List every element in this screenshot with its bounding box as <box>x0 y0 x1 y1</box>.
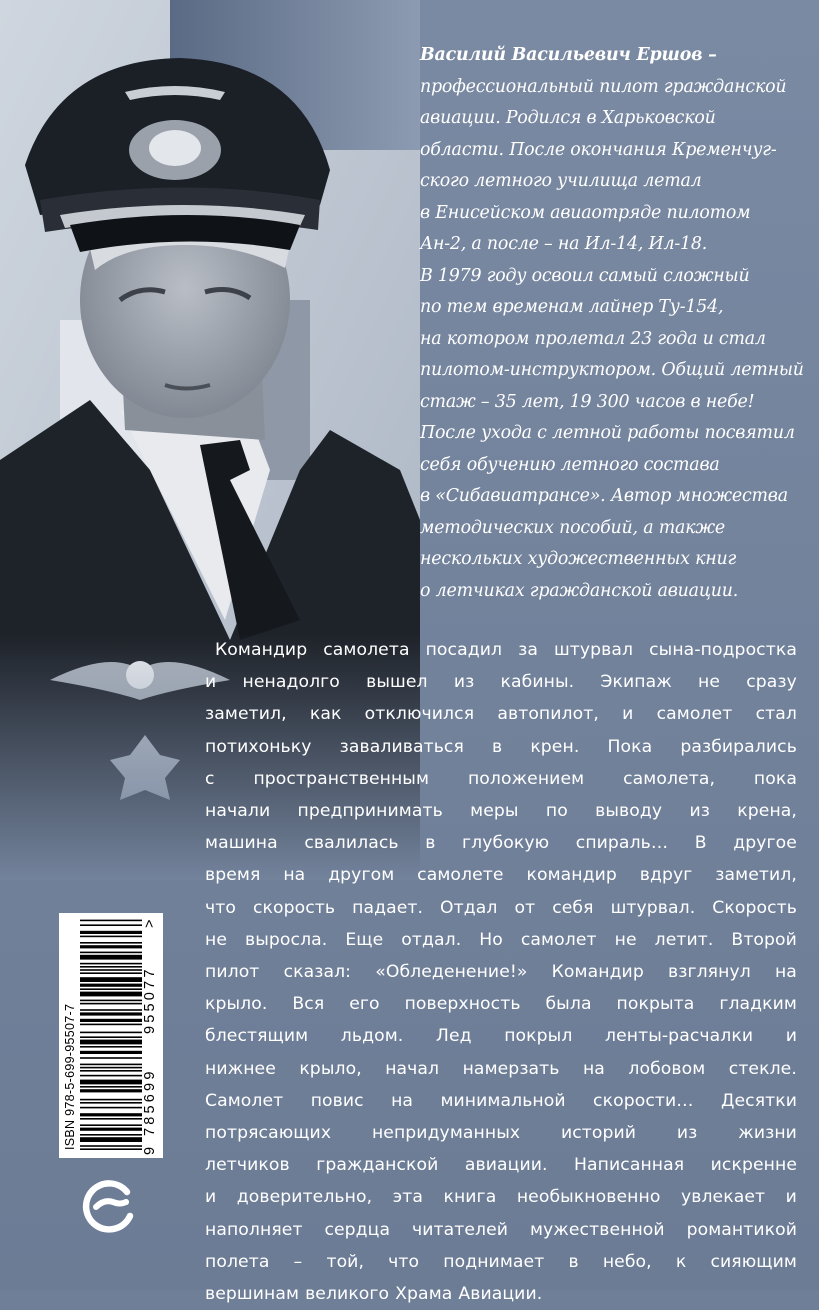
annotation-line: блестящим льдом. Лед покрыл ленты-расчалки и <box>205 1026 797 1047</box>
eksmo-logo-icon <box>80 1178 136 1234</box>
bio-line: области. После окончания Кременчуг- <box>420 139 777 160</box>
barcode-bar <box>80 931 142 934</box>
barcode-bar <box>80 1051 142 1054</box>
barcode-quiet-zone-mark: > <box>142 919 158 928</box>
bio-line: пилотом-инструктором. Общий летный <box>420 360 804 380</box>
annotation-line: Самолет повис на минимальной скорости… Десятки <box>205 1090 797 1111</box>
barcode-bar <box>80 1067 142 1069</box>
annotation-line: потрясающих непридуманных историй из жизни <box>205 1123 797 1144</box>
annotation-line: летчиков гражданской авиации. Написанная искренне <box>205 1155 797 1176</box>
bio-line: о летчиках гражданской авиации. <box>420 580 739 601</box>
bio-line: профессиональный пилот гражданской <box>420 76 787 97</box>
barcode-bar <box>80 924 142 926</box>
barcode-bar <box>80 969 142 971</box>
author-name: Василий Васильевич Ершов – <box>420 45 717 65</box>
barcode-bar <box>80 920 142 922</box>
isbn-label: ISBN 978-5-699-95507-7 <box>63 1003 77 1150</box>
barcode-bar <box>80 1046 142 1048</box>
bio-line: в «Сибавиатрансе». Автор множества <box>420 486 788 506</box>
barcode-bar <box>80 1089 142 1092</box>
barcode-digits <box>142 913 162 1158</box>
annotation-line: время на другом самолете командир вдруг заметил, <box>205 865 797 886</box>
barcode-bar <box>80 1118 142 1120</box>
barcode-bar <box>80 1113 142 1116</box>
annotation-line: пилот сказал: «Обледенение!» Командир взглянул на <box>205 962 797 983</box>
barcode-bar <box>80 963 142 965</box>
barcode-bar <box>80 1080 142 1085</box>
bio-line: нескольких художественных книг <box>420 549 737 569</box>
bio-line: по тем временам лайнер Ту-154, <box>420 297 724 317</box>
annotation-line: и доверительно, эта книга необыкновенно увлекает и <box>205 1187 797 1208</box>
barcode-bar <box>80 984 142 987</box>
bio-line: себя обучению летного состава <box>420 454 720 475</box>
annotation-line: вершинам великого Храма Авиации. <box>205 1284 543 1305</box>
barcode-bar <box>80 942 142 944</box>
barcode-bar <box>80 1036 142 1038</box>
annotation-line: не выросла. Еще отдал. Но самолет не летит. Второй <box>205 929 797 950</box>
barcode-bar <box>80 955 142 960</box>
barcode-bar <box>80 1075 142 1077</box>
bio-line: методических пособий, а также <box>420 517 726 538</box>
barcode-bar <box>80 1134 142 1136</box>
barcode-bar <box>80 1148 142 1150</box>
barcode-bar <box>80 972 142 974</box>
barcode-bar <box>80 1128 142 1131</box>
barcode-bar <box>80 1012 142 1015</box>
barcode-bar <box>80 988 142 990</box>
bio-line: Ан-2, а после – на Ил-14, Ил-18. <box>420 234 708 254</box>
barcode-bar <box>80 952 142 954</box>
barcode-bar <box>80 1009 142 1011</box>
bio-line: в Енисейском авиаотряде пилотом <box>420 202 751 223</box>
bio-line: В 1979 году освоил самый сложный <box>420 265 750 286</box>
bio-line: ского летного училища летал <box>420 171 702 191</box>
annotation-line: заметил, как отключился автопилот, и самолет стал <box>205 704 797 725</box>
barcode-bar <box>80 977 142 982</box>
barcode-bar <box>80 1057 142 1059</box>
annotation-line: Командир самолета посадил за штурвал сына-подростка <box>215 640 797 660</box>
barcode-bar <box>80 1070 142 1072</box>
barcode-bar <box>80 1099 142 1101</box>
barcode-bar <box>80 1000 142 1002</box>
bio-line: стаж – 35 лет, 19 300 часов в небе! <box>420 391 755 412</box>
annotation-line: начали предпринимать меры по выводу из крена, <box>205 801 797 822</box>
annotation-line: и ненадолго вышел из кабины. Экипаж не сразу <box>205 672 797 693</box>
barcode-bar <box>80 1137 142 1142</box>
barcode-bar <box>80 1086 142 1088</box>
barcode-bar <box>80 992 142 997</box>
annotation-line: крыло. Вся его поверхность была покрыта гладким <box>205 994 797 1015</box>
annotation-line: машина свалилась в глубокую спираль… В другое <box>205 833 797 854</box>
barcode-bar <box>80 1145 142 1147</box>
annotation-line: нижнее крыло, начал намерзать на лобовом стекле. <box>205 1058 797 1079</box>
bio-line: на котором пролетал 23 года и стал <box>420 328 766 349</box>
bio-line: авиации. Родился в Харьковской <box>420 108 716 128</box>
annotation-line: наполняет сердца читателей мужественной романтикой <box>205 1219 797 1240</box>
barcode-digit-group-left: 785699 <box>142 1068 158 1136</box>
barcode-bar <box>80 1019 142 1022</box>
barcode-bar <box>80 966 142 968</box>
barcode-bar <box>80 1032 142 1034</box>
barcode-bar <box>80 1064 142 1066</box>
barcode-bar <box>80 945 142 948</box>
book-annotation <box>205 634 797 1310</box>
annotation-line: с пространственным положением самолета, пока <box>205 768 797 789</box>
barcode-bar <box>80 1102 142 1104</box>
isbn-barcode <box>59 913 163 1158</box>
annotation-line: потихоньку заваливаться в крен. Пока разбирались <box>205 736 797 757</box>
barcode-bar <box>80 1040 142 1045</box>
barcode-digit-lead: 9 <box>142 1146 158 1155</box>
barcode-digit-group-right: 955077 <box>142 966 158 1034</box>
barcode-bar <box>80 1107 142 1109</box>
barcode-bars <box>80 918 142 1150</box>
author-bio <box>420 40 804 607</box>
barcode-bar <box>80 1003 142 1005</box>
barcode-bar <box>80 1024 142 1026</box>
barcode-bar <box>80 936 142 938</box>
annotation-line: полета – той, что поднимает в небо, к сияющим <box>205 1251 797 1272</box>
annotation-line: что скорость падает. Отдал от себя штурвал. Скорость <box>205 897 797 918</box>
bio-line: После ухода с летной работы посвятил <box>420 423 795 443</box>
barcode-bar <box>80 1124 142 1126</box>
